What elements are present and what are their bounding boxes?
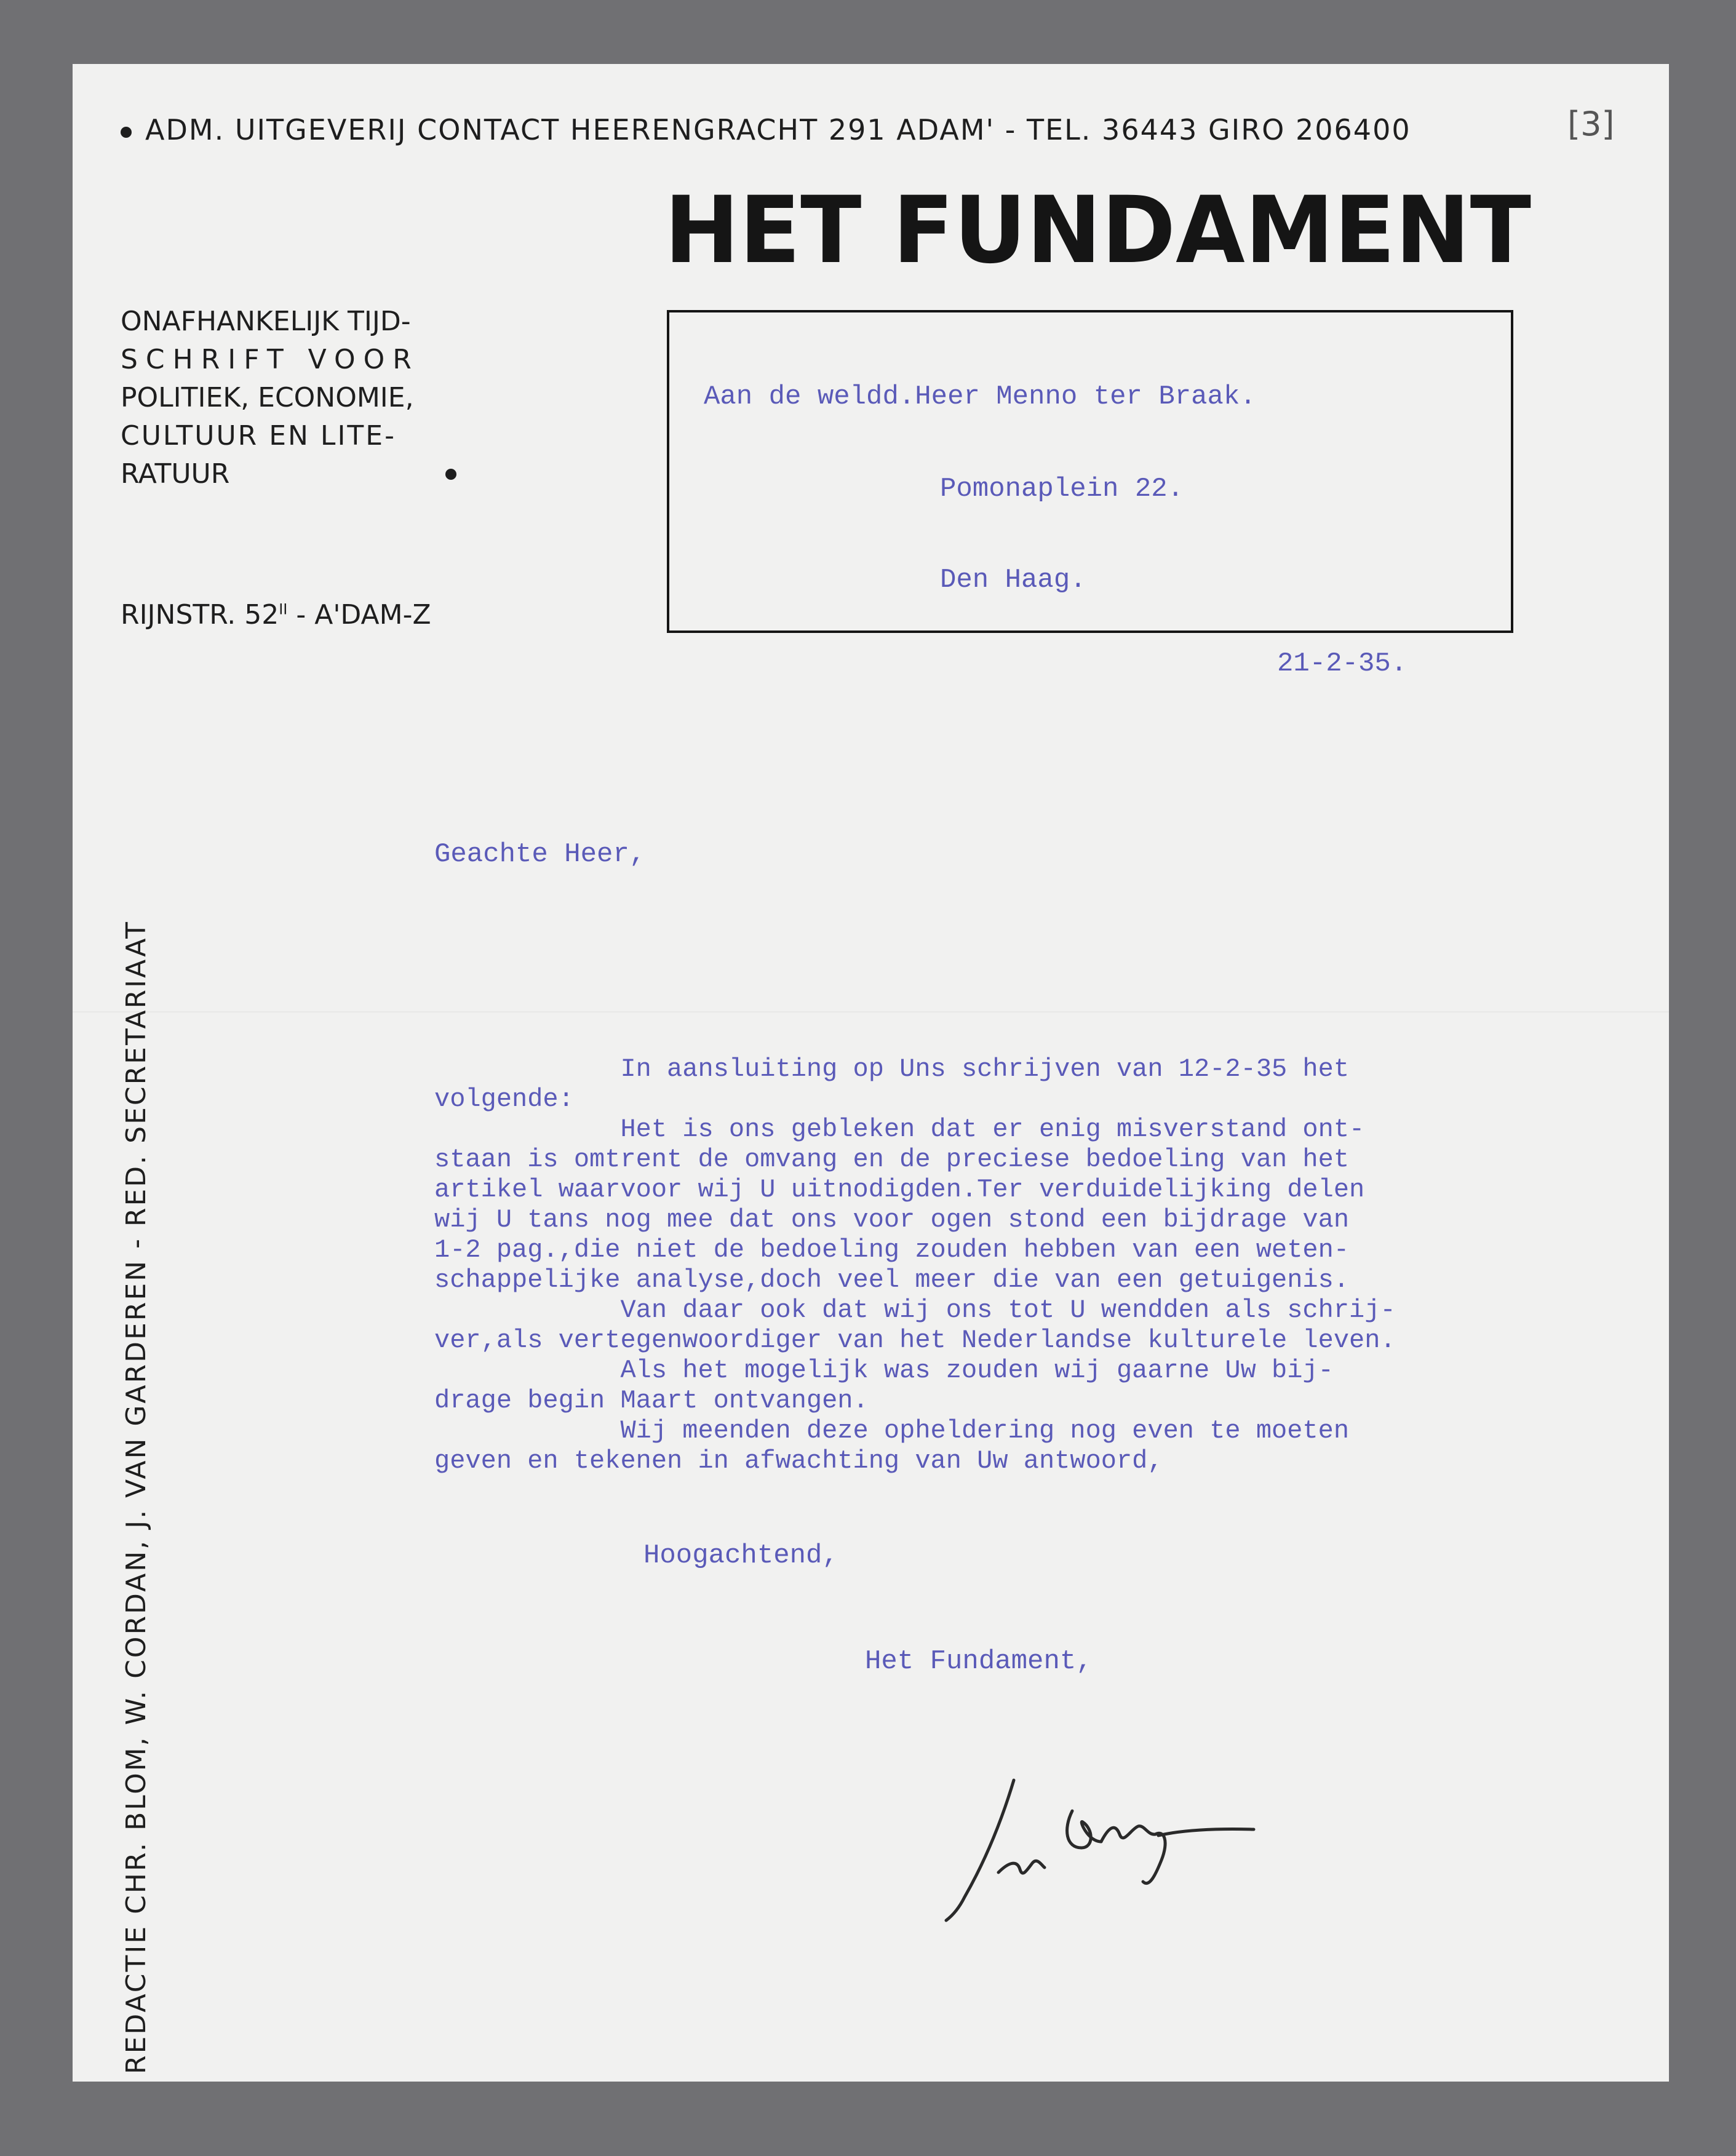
tagline-line-last (121, 455, 465, 493)
address-street: Pomonaplein 22. (940, 474, 1184, 504)
signoff: Het Fundament, (865, 1646, 1093, 1677)
body-line: drage begin Maart ontvangen. (434, 1386, 869, 1415)
tagline-line: SCHRIFT VOOR (121, 344, 420, 375)
body-line: Wij meenden deze opheldering nog even te moeten (434, 1416, 1350, 1446)
body-line: ver,als vertegenwoordiger van het Nederlandse kulturele leven. (434, 1326, 1396, 1355)
admin-address-line (121, 113, 1411, 146)
body-line: volgende: (434, 1084, 574, 1114)
body-line: In aansluiting op Uns schrijven van 12-2-35 het (434, 1054, 1350, 1084)
street-city: - A'DAM-Z (287, 599, 431, 630)
address-box (667, 310, 1513, 633)
street-main: RIJNSTR. 52 (121, 599, 279, 630)
body-line: schappelijke analyse,doch veel meer die van een getuigenis. (434, 1265, 1350, 1295)
editors-vertical-text: REDACTIE CHR. BLOM, W. CORDAN, J. VAN GARDEREN - RED. SECRETARIAAT (121, 920, 152, 2074)
archive-number: [3] (1567, 105, 1615, 143)
paper-fold (73, 1011, 1669, 1012)
tagline (121, 303, 465, 493)
letter-date: 21-2-35. (1277, 648, 1408, 679)
street-address (121, 599, 431, 630)
tagline-line: RATUUR (121, 458, 230, 490)
masthead-title: HET FUNDAMENT (664, 177, 1531, 284)
handwritten-signature-icon (940, 1756, 1260, 1940)
body-line: geven en tekenen in afwachting van Uw antwoord, (434, 1446, 1163, 1476)
bullet-dot-icon (445, 469, 456, 480)
body-line: 1-2 pag.,die niet de bedoeling zouden hebben van een weten- (434, 1235, 1350, 1265)
body-line: wij U tans nog mee dat ons voor ogen stond een bijdrage van (434, 1205, 1350, 1235)
salutation: Geachte Heer, (434, 839, 646, 870)
address-city: Den Haag. (940, 565, 1086, 595)
letter-page (73, 64, 1669, 2082)
tagline-line: CULTUUR EN LITE- (121, 420, 396, 451)
closing: Hoogachtend, (643, 1540, 838, 1571)
body-line: Het is ons gebleken dat er enig misverstand ont- (434, 1115, 1365, 1144)
body-line: Als het mogelijk was zouden wij gaarne Uw bij- (434, 1356, 1334, 1385)
body-line: Van daar ook dat wij ons tot U wendden als schrij- (434, 1295, 1396, 1325)
body-line: staan is omtrent de omvang en de preciese bedoeling van het (434, 1145, 1350, 1174)
body-line: artikel waarvoor wij U uitnodigden.Ter verduidelijking delen (434, 1175, 1365, 1204)
bullet-dot-icon (121, 127, 132, 138)
admin-address-text: ADM. UITGEVERIJ CONTACT HEERENGRACHT 291 ADAM' - TEL. 36443 GIRO 206400 (145, 113, 1411, 146)
address-recipient: Aan de weldd.Heer Menno ter Braak. (704, 381, 1256, 412)
tagline-line: POLITIEK, ECONOMIE, (121, 382, 414, 413)
street-floor: II (279, 600, 288, 618)
tagline-line: ONAFHANKELIJK TIJD- (121, 306, 411, 337)
letter-body (434, 1054, 1396, 1476)
